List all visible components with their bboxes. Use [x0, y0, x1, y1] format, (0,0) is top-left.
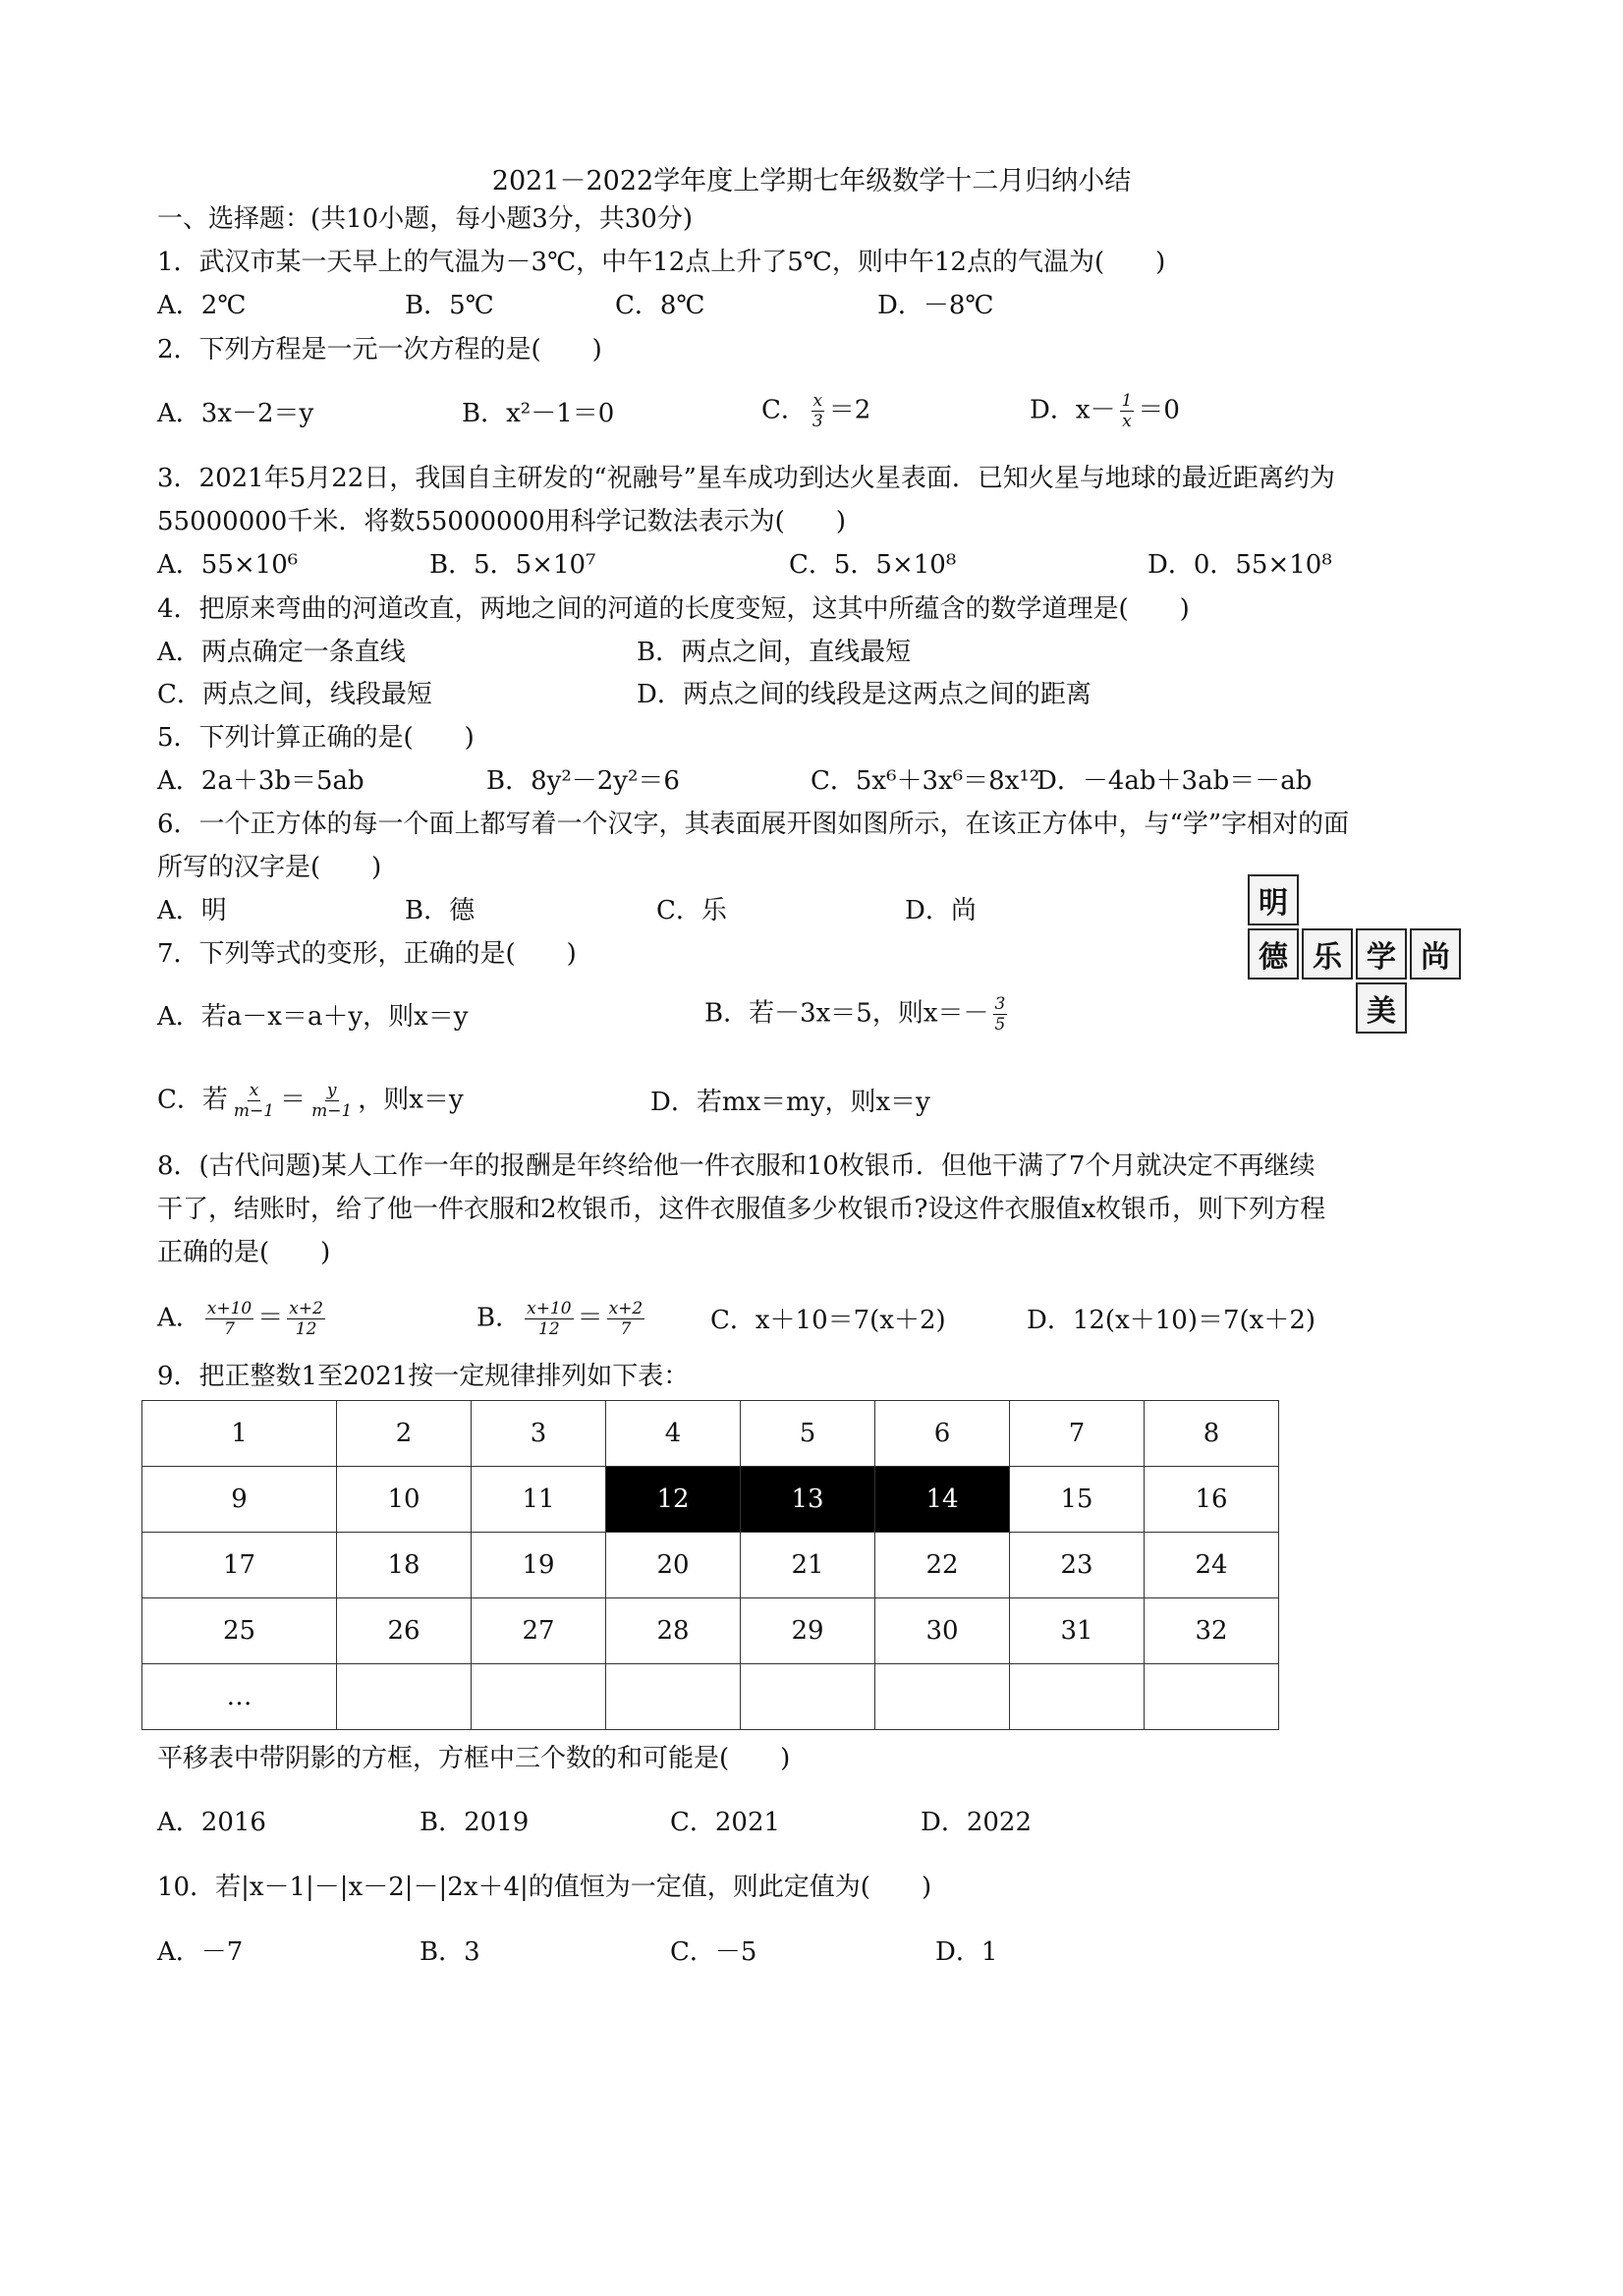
- q7-c-num2: y: [326, 1081, 337, 1100]
- q8-option-d[interactable]: D．12(x＋10)＝7(x＋2): [1027, 1306, 1315, 1335]
- q5-option-a[interactable]: A．2a＋3b＝5ab: [157, 766, 364, 796]
- q8-a-num2: x+2: [289, 1299, 323, 1318]
- q8-b-num2: x+2: [608, 1299, 644, 1318]
- q8-b-fraction-2: [607, 1299, 645, 1339]
- question-2-stem: 2．下列方程是一元一次方程的是( ): [157, 335, 602, 364]
- table-cell: 5: [741, 1401, 875, 1467]
- q4-option-b[interactable]: B．两点之间，直线最短: [637, 638, 912, 667]
- table-cell: 4: [606, 1401, 741, 1467]
- q4-option-d[interactable]: D．两点之间的线段是这两点之间的距离: [637, 680, 1091, 709]
- table-cell: 31: [1010, 1598, 1145, 1664]
- q9-option-b[interactable]: B．2019: [420, 1808, 530, 1837]
- q6-option-c[interactable]: C．乐: [656, 896, 727, 925]
- table-cell: [1010, 1664, 1145, 1730]
- q7-option-c[interactable]: [157, 1081, 464, 1121]
- table-cell: 3: [472, 1401, 606, 1467]
- table-cell: 12: [606, 1467, 741, 1533]
- q7-option-b[interactable]: [704, 994, 1011, 1035]
- table-cell: 25: [142, 1598, 337, 1664]
- q5-option-d[interactable]: D．－4ab＋3ab＝－ab: [1036, 766, 1313, 796]
- q2-option-a[interactable]: A．3x－2＝y: [157, 399, 314, 428]
- table-cell: 24: [1145, 1533, 1279, 1598]
- question-10-stem: 10．若|x－1|－|x－2|－|2x＋4|的值恒为一定值，则此定值为( ): [157, 1873, 932, 1902]
- q2-d-fraction: [1120, 391, 1135, 431]
- q2-c-den: 3: [812, 412, 823, 431]
- q8-b-fraction-1: [525, 1299, 573, 1339]
- q7-b-fraction: [993, 994, 1008, 1035]
- q8-option-a[interactable]: [157, 1299, 329, 1339]
- q3-option-d[interactable]: D．0．55×10⁸: [1147, 550, 1332, 580]
- cube-net-figure: [1243, 869, 1479, 1041]
- table-cell: 14: [875, 1467, 1010, 1533]
- question-4-stem: 4．把原来弯曲的河道改直，两地之间的河道的长度变短，这其中所蕴含的数学道理是( ): [157, 594, 1190, 624]
- table-cell: 1: [142, 1401, 337, 1467]
- question-5-stem: 5．下列计算正确的是( ): [157, 723, 475, 753]
- question-3-stem-line2: 55000000千米．将数55000000用科学记数法表示为( ): [157, 507, 846, 536]
- q5-option-c[interactable]: C．5x⁶＋3x⁶＝8x¹²: [811, 766, 1040, 796]
- question-9-instruction: 平移表中带阴影的方框，方框中三个数的和可能是( ): [157, 1744, 791, 1773]
- q3-option-a[interactable]: A．55×10⁶: [157, 550, 299, 580]
- net-face-shang: 尚: [1410, 928, 1461, 980]
- q8-a-fraction-2: [287, 1299, 325, 1339]
- table-row: [142, 1664, 1279, 1730]
- table-cell: 8: [1145, 1401, 1279, 1467]
- q4-option-c[interactable]: C．两点之间，线段最短: [157, 680, 432, 709]
- table-cell: 19: [472, 1533, 606, 1598]
- table-cell: 21: [741, 1533, 875, 1598]
- q7-option-d[interactable]: D．若mx＝my，则x＝y: [650, 1088, 930, 1117]
- table-row: [142, 1533, 1279, 1598]
- table-cell: [337, 1664, 472, 1730]
- q9-option-d[interactable]: D．2022: [921, 1808, 1033, 1837]
- table-cell: 13: [741, 1467, 875, 1533]
- section-heading: 一、选择题：(共10小题，每小题3分，共30分): [157, 204, 693, 234]
- q1-option-a[interactable]: A．2℃: [157, 291, 247, 320]
- q2-c-num: x: [812, 391, 823, 411]
- table-cell: 17: [142, 1533, 337, 1598]
- question-3-stem-line1: 3．2021年5月22日，我国自主研发的“祝融号”星车成功到达火星表面．已知火星与地球的最近距离约为: [157, 464, 1335, 493]
- q2-c-suffix: ＝2: [828, 395, 871, 425]
- q1-option-d[interactable]: D．－8℃: [877, 291, 994, 320]
- q7-option-a[interactable]: A．若a－x＝a＋y，则x＝y: [157, 1002, 469, 1032]
- q10-option-c[interactable]: C．－5: [670, 1937, 757, 1967]
- table-cell: 6: [875, 1401, 1010, 1467]
- q8-b-den1: 12: [538, 1319, 560, 1339]
- table-cell: 18: [337, 1533, 472, 1598]
- q8-b-equals: ＝: [577, 1303, 603, 1333]
- table-cell: 10: [337, 1467, 472, 1533]
- q8-b-den2: 7: [620, 1319, 632, 1339]
- q1-option-c[interactable]: C．8℃: [615, 291, 705, 320]
- q7-c-num1: x: [249, 1081, 259, 1100]
- q6-option-b[interactable]: B．德: [405, 896, 476, 925]
- q7-c-den1: m−1: [233, 1101, 275, 1121]
- q2-c-prefix: C．: [761, 395, 807, 425]
- table-cell: 30: [875, 1598, 1010, 1664]
- q8-a-den2: 12: [295, 1319, 317, 1339]
- q5-option-b[interactable]: B．8y²－2y²＝6: [486, 766, 680, 796]
- q7-c-prefix: C．若: [157, 1085, 228, 1115]
- number-table: [141, 1400, 1279, 1730]
- q3-option-c[interactable]: C．5．5×10⁸: [789, 550, 957, 580]
- table-row: [142, 1467, 1279, 1533]
- table-cell: 16: [1145, 1467, 1279, 1533]
- q7-b-prefix: B．若－3x＝5，则x＝－: [704, 998, 989, 1029]
- net-face-de: 德: [1248, 928, 1299, 980]
- question-1-stem: 1．武汉市某一天早上的气温为－3℃，中午12点上升了5℃，则中午12点的气温为( ): [157, 248, 1166, 277]
- table-row: [142, 1598, 1279, 1664]
- table-cell: [606, 1664, 741, 1730]
- table-cell: 26: [337, 1598, 472, 1664]
- q2-d-den: x: [1122, 412, 1132, 431]
- net-face-mei: 美: [1356, 982, 1407, 1034]
- q8-a-prefix: A．: [157, 1303, 201, 1333]
- question-9-stem: 9．把正整数1至2021按一定规律排列如下表：: [157, 1362, 690, 1391]
- q7-c-fraction-1: [232, 1081, 276, 1121]
- q8-option-c[interactable]: C．x＋10＝7(x＋2): [710, 1306, 946, 1335]
- table-cell: [472, 1664, 606, 1730]
- table-cell: 27: [472, 1598, 606, 1664]
- q8-option-b[interactable]: [476, 1299, 648, 1339]
- q8-a-equals: ＝: [257, 1303, 284, 1333]
- q2-option-d[interactable]: [1030, 391, 1180, 431]
- q10-option-b[interactable]: B．3: [420, 1937, 480, 1967]
- q4-option-a[interactable]: A．两点确定一条直线: [157, 638, 406, 667]
- question-8-stem-line1: 8．(古代问题)某人工作一年的报酬是年终给他一件衣服和10枚银币．但他干满了7个月就决定不再继续: [157, 1151, 1315, 1181]
- q8-b-num1: x+10: [527, 1299, 572, 1318]
- table-row: [142, 1401, 1279, 1467]
- table-cell: 20: [606, 1533, 741, 1598]
- table-cell: 7: [1010, 1401, 1145, 1467]
- q2-option-c[interactable]: [761, 391, 870, 431]
- question-8-stem-line2: 干了，结账时，给了他一件衣服和2枚银币，这件衣服值多少枚银币?设这件衣服值x枚银币，则下列方程: [157, 1195, 1326, 1224]
- q9-option-a[interactable]: A．2016: [157, 1808, 266, 1837]
- q7-c-den2: m−1: [311, 1101, 353, 1121]
- table-cell: 23: [1010, 1533, 1145, 1598]
- q2-d-suffix: ＝0: [1138, 395, 1180, 425]
- q9-option-c[interactable]: C．2021: [670, 1808, 781, 1837]
- q7-b-den: 5: [994, 1015, 1006, 1035]
- q2-option-b[interactable]: B．x²－1＝0: [462, 399, 615, 428]
- q7-c-suffix: ，则x＝y: [358, 1085, 464, 1115]
- net-face-ming: 明: [1248, 874, 1299, 925]
- q2-c-fraction: [811, 391, 825, 431]
- q8-a-den1: 7: [224, 1319, 235, 1339]
- table-cell: [741, 1664, 875, 1730]
- q7-b-num: 3: [994, 994, 1006, 1014]
- net-face-le: 乐: [1302, 928, 1353, 980]
- table-cell: 32: [1145, 1598, 1279, 1664]
- page-title: 2021－2022学年度上学期七年级数学十二月归纳小结: [491, 166, 1132, 196]
- q10-option-a[interactable]: A．－7: [157, 1937, 244, 1967]
- table-cell: 28: [606, 1598, 741, 1664]
- table-cell: …: [142, 1664, 337, 1730]
- q2-d-num: 1: [1121, 391, 1133, 411]
- question-7-stem: 7．下列等式的变形，正确的是( ): [157, 939, 577, 969]
- q8-b-prefix: B．: [476, 1303, 522, 1333]
- question-8-stem-line3: 正确的是( ): [157, 1238, 331, 1267]
- q8-a-num1: x+10: [206, 1299, 252, 1318]
- table-cell: [875, 1664, 1010, 1730]
- table-cell: 15: [1010, 1467, 1145, 1533]
- q7-c-equals: ＝: [280, 1085, 307, 1115]
- question-6-stem-line2: 所写的汉字是( ): [157, 853, 382, 882]
- table-cell: 22: [875, 1533, 1010, 1598]
- net-face-xue: 学: [1356, 928, 1407, 980]
- q8-a-fraction-1: [205, 1299, 253, 1339]
- q10-option-d[interactable]: D．1: [935, 1937, 998, 1967]
- q6-option-d[interactable]: D．尚: [905, 896, 977, 925]
- table-cell: 11: [472, 1467, 606, 1533]
- q3-option-b[interactable]: B．5．5×10⁷: [429, 550, 596, 580]
- q1-option-b[interactable]: B．5℃: [405, 291, 494, 320]
- q2-d-prefix: D．x－: [1030, 395, 1116, 425]
- table-cell: [1145, 1664, 1279, 1730]
- table-cell: 29: [741, 1598, 875, 1664]
- q6-option-a[interactable]: A．明: [157, 896, 227, 925]
- table-cell: 2: [337, 1401, 472, 1467]
- question-6-stem-line1: 6．一个正方体的每一个面上都写着一个汉字，其表面展开图如图所示，在该正方体中，与“学”字相对的面: [157, 810, 1350, 839]
- table-cell: 9: [142, 1467, 337, 1533]
- q7-c-fraction-2: [309, 1081, 354, 1121]
